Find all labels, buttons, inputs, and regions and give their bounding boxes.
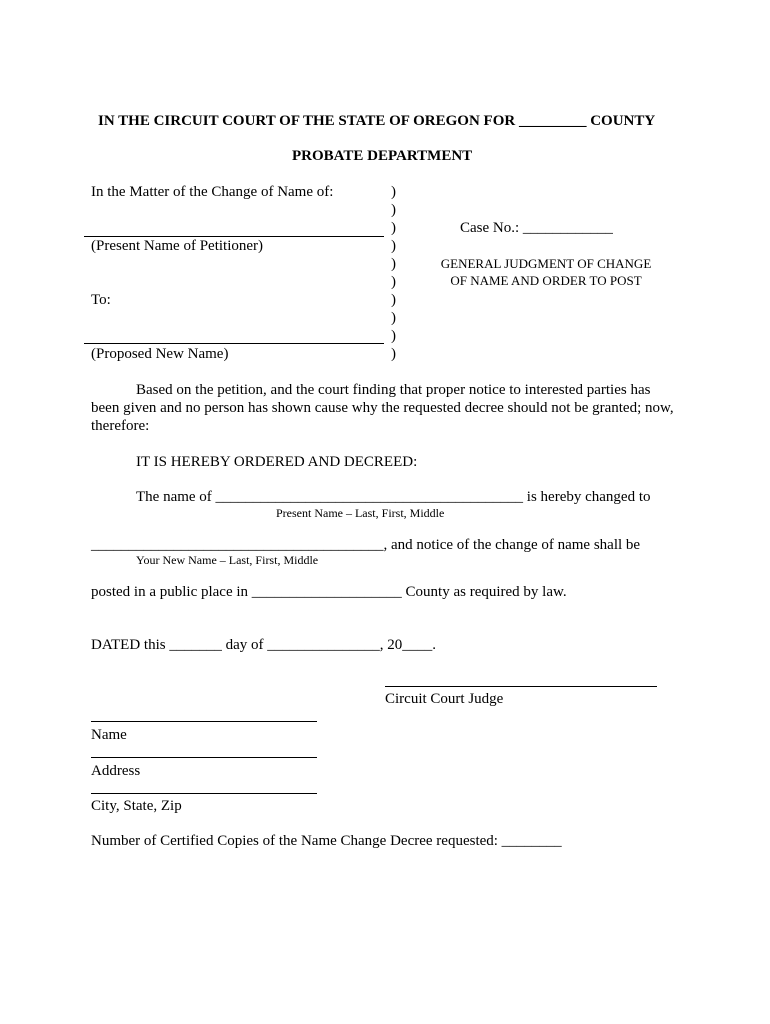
judge-label: Circuit Court Judge (385, 691, 504, 707)
caption-paren: ) (391, 202, 396, 218)
name-change-line: The name of _________________________________________ is hereby changed to (136, 489, 651, 505)
to-label: To: (91, 292, 111, 308)
caption-paren: ) (391, 256, 396, 272)
new-name-line: _______________________________________, and notice of the change of name shall be (91, 537, 641, 553)
city-state-zip-label: City, State, Zip (91, 798, 182, 814)
address-label: Address (91, 763, 141, 779)
caption-paren: ) (391, 328, 396, 344)
certified-copies-line: Number of Certified Copies of the Name Change Decree requested: ________ (91, 833, 562, 849)
finding-paragraph-line3: therefore: (91, 418, 150, 434)
case-number: Case No.: ____________ (460, 220, 613, 236)
name-label: Name (91, 727, 127, 743)
ordered-decreed: IT IS HEREBY ORDERED AND DECREED: (136, 454, 418, 470)
present-name-label: (Present Name of Petitioner) (91, 238, 264, 254)
present-name-hint: Present Name – Last, First, Middle (276, 506, 445, 520)
name-signature-line (91, 721, 317, 722)
new-name-hint: Your New Name – Last, First, Middle (136, 553, 319, 567)
document-title-line2: OF NAME AND ORDER TO POST (450, 273, 642, 288)
caption-paren: ) (391, 346, 396, 362)
caption-paren: ) (391, 292, 396, 308)
document-title-line1: GENERAL JUDGMENT OF CHANGE (440, 256, 652, 271)
proposed-name-label: (Proposed New Name) (91, 346, 229, 362)
proposed-name-line (84, 343, 384, 344)
caption-paren: ) (391, 274, 396, 290)
caption-paren: ) (391, 238, 396, 254)
posting-line: posted in a public place in ____________________ County as required by law. (91, 584, 567, 600)
dated-line: DATED this _______ day of _______________, 20____. (91, 637, 436, 653)
department-heading: PROBATE DEPARTMENT (292, 148, 473, 164)
finding-paragraph-line1: Based on the petition, and the court finding that proper notice to interested parties has (136, 382, 651, 398)
caption-paren: ) (391, 220, 396, 236)
caption-paren: ) (391, 310, 396, 326)
address-signature-line (91, 757, 317, 758)
court-heading: IN THE CIRCUIT COURT OF THE STATE OF OREGON FOR _________ COUNTY (98, 113, 656, 129)
caption-paren: ) (391, 184, 396, 200)
judge-signature-line (385, 686, 657, 687)
finding-paragraph-line2: been given and no person has shown cause why the requested decree should not be granted; now, (91, 400, 674, 416)
matter-label: In the Matter of the Change of Name of: (91, 184, 334, 200)
city-signature-line (91, 793, 317, 794)
present-name-line (84, 236, 384, 237)
